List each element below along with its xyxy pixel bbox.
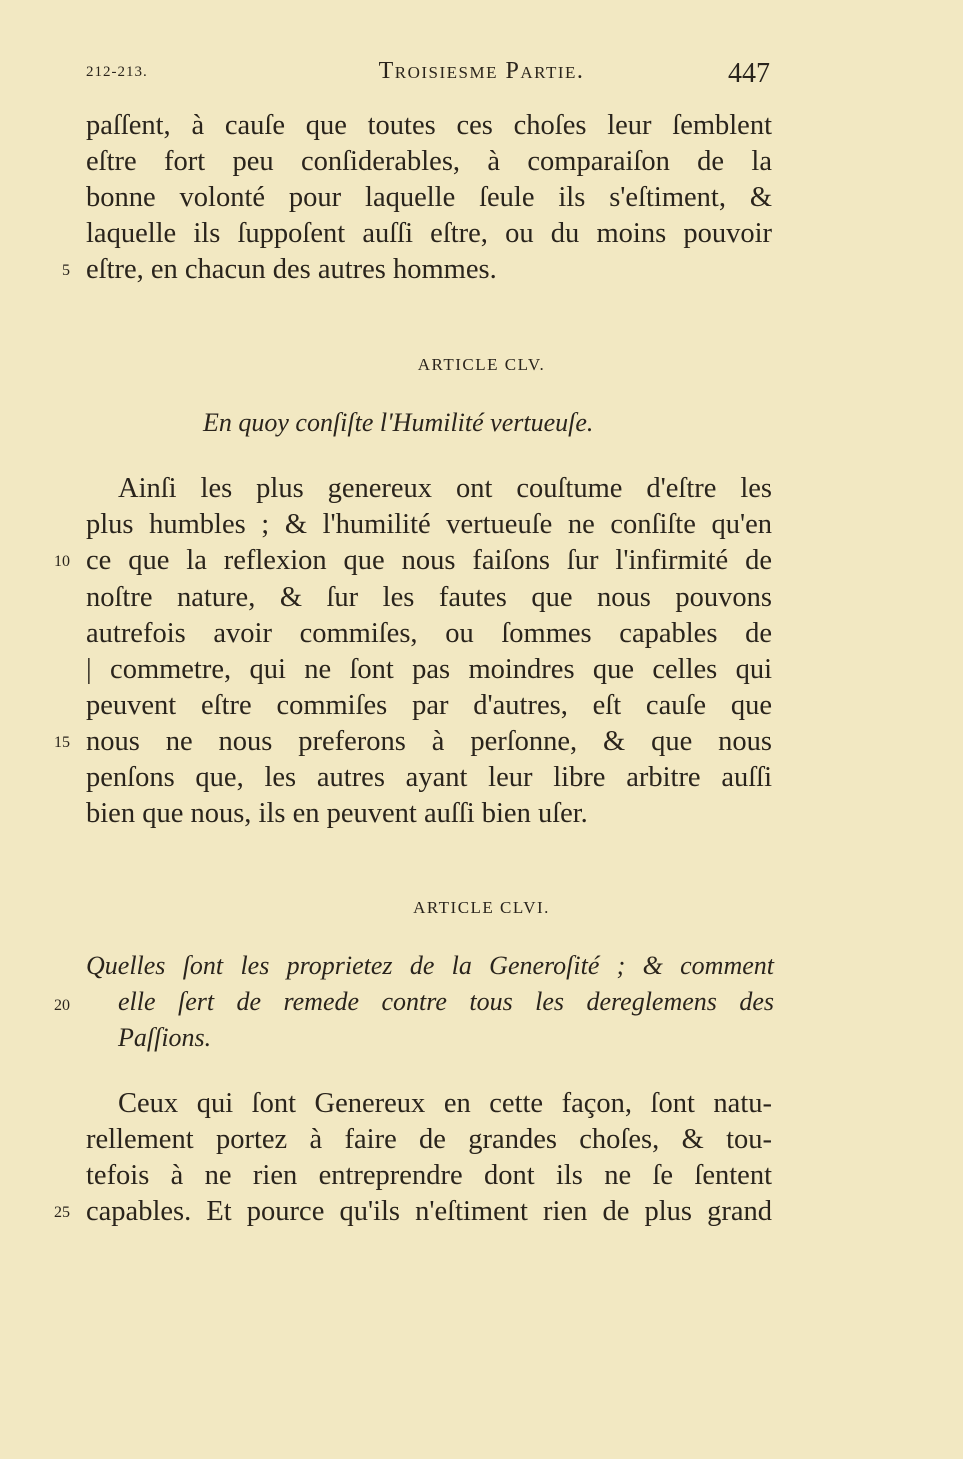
text-line: bien que nous, ils en peuvent auſſi bien uſer. xyxy=(86,798,588,829)
text-line: | commetre, qui ne ſont pas moindres que celles qui xyxy=(86,654,772,685)
text-line: capables. Et pource qu'ils n'eſtiment rien de plus grand xyxy=(86,1196,772,1227)
text-line: Ceux qui ſont Genereux en cette façon, ſont natu- xyxy=(118,1088,772,1119)
article-heading: ARTICLE CLV. xyxy=(417,355,546,374)
text-line: tefois à ne rien entreprendre dont ils ne ſe ſentent xyxy=(86,1160,772,1191)
page-range: 212-213. xyxy=(86,64,148,80)
text-line: Ainſi les plus genereux ont couſtume d'eſtre les xyxy=(118,473,772,504)
text-line: paſſent, à cauſe que toutes ces choſes leur ſemblent xyxy=(86,110,772,141)
text-line: rellement portez à faire de grandes choſes, & tou- xyxy=(86,1124,772,1155)
article-heading: ARTICLE CLVI. xyxy=(413,898,550,917)
text-line: autrefois avoir commiſes, ou ſommes capables de xyxy=(86,618,772,649)
text-line: plus humbles ; & l'humilité vertueuſe ne conſiſte qu'en xyxy=(86,509,772,540)
running-title: Troisiesme Partie. xyxy=(378,58,585,84)
line-number: 10 xyxy=(54,553,70,570)
line-number: 5 xyxy=(62,262,70,279)
page-number: 447 xyxy=(728,58,770,89)
line-number: 25 xyxy=(54,1204,70,1221)
article-title-line: Paſſions. xyxy=(118,1023,212,1052)
line-number: 20 xyxy=(54,997,70,1014)
text-line: eſtre, en chacun des autres hommes. xyxy=(86,254,497,285)
article-title-line: elle ſert de remede contre tous les dereglemens des xyxy=(118,987,774,1016)
article-title: En quoy conſiſte l'Humilité vertueuſe. xyxy=(203,408,594,437)
text-line: bonne volonté pour laquelle ſeule ils s'eſtiment, & xyxy=(86,182,772,213)
text-line: noſtre nature, & ſur les fautes que nous pouvons xyxy=(86,582,772,613)
text-line: laquelle ils ſuppoſent auſſi eſtre, ou du moins pouvoir xyxy=(86,218,772,249)
line-number: 15 xyxy=(54,734,70,751)
text-line: peuvent eſtre commiſes par d'autres, eſt cauſe que xyxy=(86,690,772,721)
text-line: eſtre fort peu conſiderables, à comparaiſon de la xyxy=(86,146,772,177)
text-line: ce que la reflexion que nous faiſons ſur l'infirmité de xyxy=(86,545,772,576)
text-line: nous ne nous preferons à perſonne, & que nous xyxy=(86,726,772,757)
article-title-line: Quelles ſont les proprietez de la Generoſité ; & comment xyxy=(86,951,774,980)
text-line: penſons que, les autres ayant leur libre arbitre auſſi xyxy=(86,762,772,793)
